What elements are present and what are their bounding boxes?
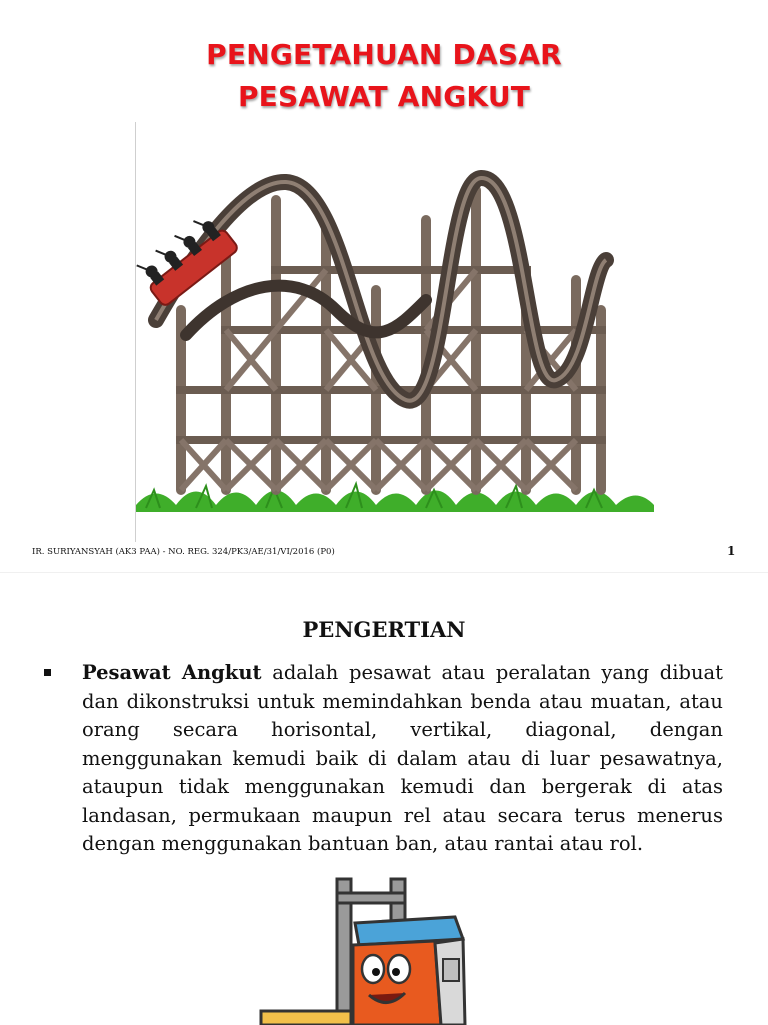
roller-coaster-illustration <box>136 160 656 520</box>
section-heading: PENGERTIAN <box>302 617 466 642</box>
slide-footer-author: IR. SURIYANSYAH (AK3 PAA) - NO. REG. 324/PK3/AE/31/VI/2016 (P0) <box>32 547 335 557</box>
bullet-square-icon <box>44 669 51 676</box>
slide-title-line-2: PESAWAT ANGKUT <box>237 80 531 113</box>
slide-title-line-1: PENGETAHUAN DASAR <box>206 38 562 71</box>
definition-paragraph <box>82 659 723 859</box>
definition-term: Pesawat Angkut <box>82 661 262 684</box>
slide-2 <box>0 572 768 1025</box>
definition-text: adalah pesawat atau peralatan yang dibuat dan dikonstruksi untuk memindahkan benda atau muatan, atau orang secara horisontal, vertikal, diagonal, dengan menggunakan kemudi baik di dalam atau di luar pesawatnya, ataupun tidak menggunakan kemudi dan bergerak di atas landasan, permukaan maupun rel atau secara terus menerus dengan menggunakan bantuan ban, atau rantai atau rol. <box>82 661 724 855</box>
page-number: 1 <box>727 544 736 558</box>
forklift-cartoon <box>255 873 485 1025</box>
